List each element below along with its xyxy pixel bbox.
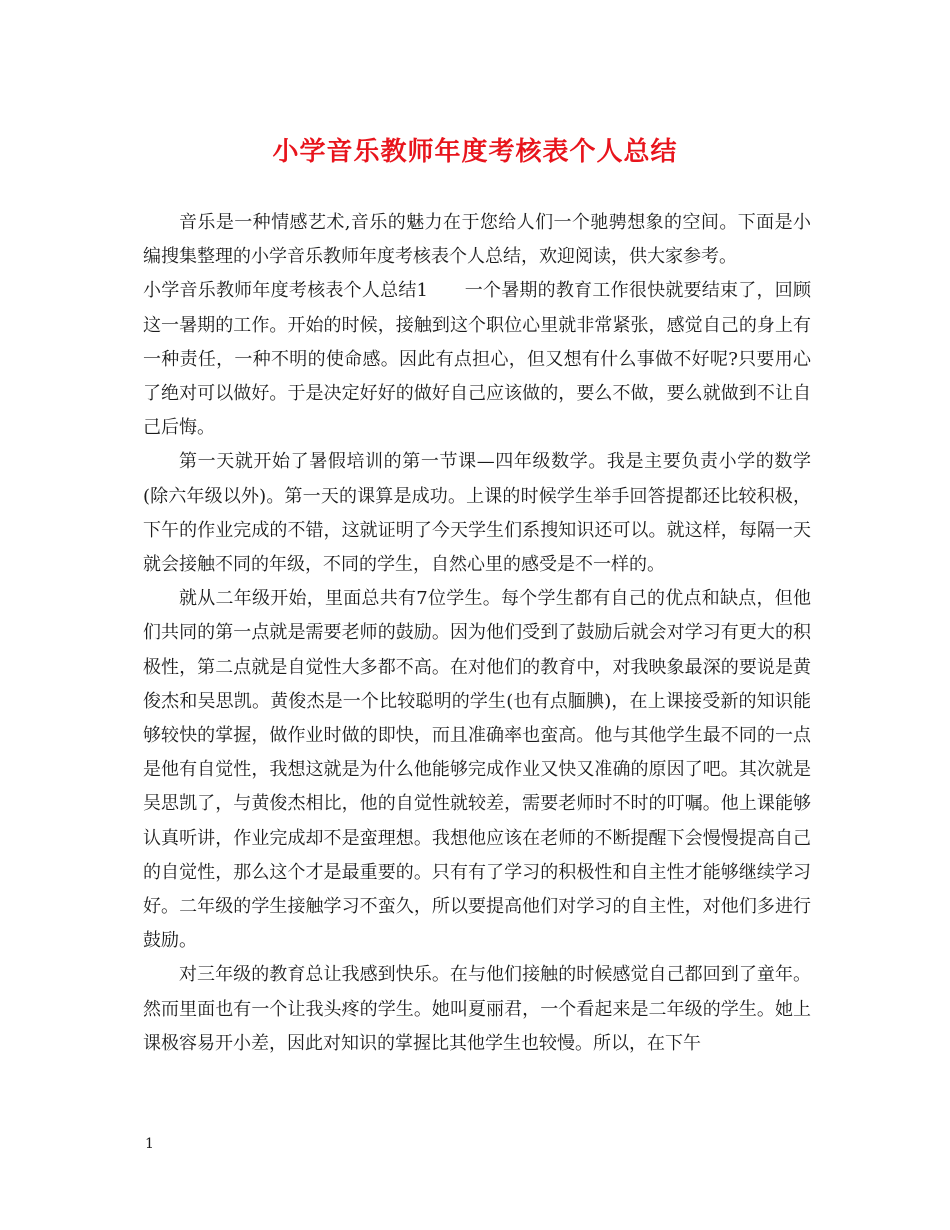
page-number: 1 xyxy=(145,1136,154,1152)
paragraph-summary-1: 小学音乐教师年度考核表个人总结1 一个暑期的教育工作很快就要结束了，回顾这一暑期的工作。开始的时候，接触到这个职位心里就非常紧张，感觉自己的身上有一种责任，一种不明的使命感。因此有点担心，但又想有什么事做不好呢?只要用心了绝对可以做好。于是决定好好的做好自己应该做的，要么不做，要么就做到不让自己后悔。 xyxy=(143,280,811,439)
paragraph-intro: 音乐是一种情感艺术,音乐的魅力在于您给人们一个驰骋想象的空间。下面是小编搜集整理的小学音乐教师年度考核表个人总结，欢迎阅读，供大家参考。 xyxy=(143,212,811,268)
paragraph-first-day: 第一天就开始了暑假培训的第一节课—四年级数学。我是主要负责小学的数学(除六年级以外)。第一天的课算是成功。上课的时候学生举手回答提都还比较积极，下午的作业完成的不错，这就证明了今天学生们系搜知识还可以。就这样，每隔一天就会接触不同的年级，不同的学生，自然心里的感受是不一样的。 xyxy=(143,451,811,576)
page-title: 小学音乐教师年度考核表个人总结 xyxy=(272,137,678,167)
paragraph-grade-three: 对三年级的教育总让我感到快乐。在与他们接触的时候感觉自己都回到了童年。然而里面也有一个让我头疼的学生。她叫夏丽君，一个看起来是二年级的学生。她上课极容易开小差，因此对知识的掌握比其他学生也较慢。所以，在下午 xyxy=(143,964,811,1054)
paragraph-grade-two: 就从二年级开始，里面总共有7位学生。每个学生都有自己的优点和缺点，但他们共同的第一点就是需要老师的鼓励。因为他们受到了鼓励后就会对学习有更大的积极性，第二点就是自觉性大多都不高。在对他们的教育中，对我映象最深的要说是黄俊杰和吴思凯。黄俊杰是一个比较聪明的学生(也有点腼腆)，在上课接受新的知识能够较快的掌握，做作业时做的即快，而且准确率也蛮高。他与其他学生最不同的一点是他有自觉性，我想这就是为什么他能够完成作业又快又准确的原因了吧。其次就是吴思凯了，与黄俊杰相比，他的自觉性就较差，需要老师时不时的叮嘱。他上课能够认真听讲，作业完成却不是蛮理想。我想他应该在老师的不断提醒下会慢慢提高自己的自觉性，那么这个才是最重要的。只有有了学习的积极性和自主性才能够继续学习好。二年级的学生接触学习不蛮久，所以要提高他们对学习的自主性，对他们多进行鼓励。 xyxy=(143,588,811,952)
document-body xyxy=(143,206,811,1061)
